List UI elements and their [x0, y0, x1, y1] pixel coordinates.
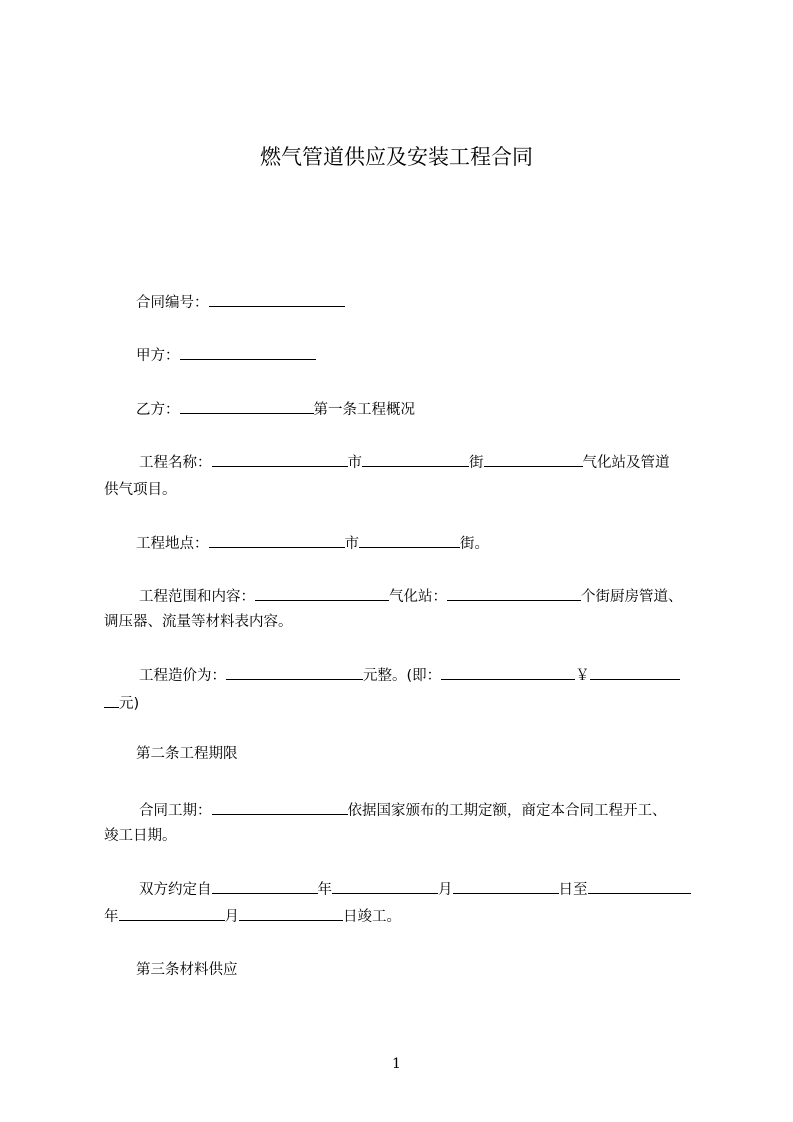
- contract-number-label: 合同编号：: [136, 295, 209, 311]
- cost-blank[interactable]: [226, 664, 363, 680]
- project-name-line2: 供气项目。: [104, 482, 177, 498]
- dates-line2: [104, 905, 704, 927]
- station-blank[interactable]: [447, 585, 581, 601]
- cost-amount-blank[interactable]: [590, 664, 680, 680]
- agreed-from: 双方约定自: [139, 882, 212, 898]
- cost-line2-text: 元): [119, 696, 140, 712]
- start-day-blank[interactable]: [453, 878, 559, 894]
- start-month-blank[interactable]: [332, 878, 438, 894]
- cost-label: 工程造价为：: [139, 668, 226, 684]
- project-name-tail: 气化站及管道: [582, 455, 670, 471]
- period-text: 依据国家颁布的工期定额，商定本合同工程开工、: [347, 803, 667, 819]
- article1-heading: 第一条工程概况: [313, 402, 415, 418]
- cost-yen: ￥: [575, 668, 590, 684]
- scope-label: 工程范围和内容：: [139, 589, 255, 605]
- period-label: 合同工期：: [139, 803, 212, 819]
- cost-line2: [104, 692, 704, 714]
- location-street-end: 街。: [460, 536, 489, 552]
- day-completion: 日竣工。: [343, 909, 401, 925]
- start-year-label: 年: [317, 882, 332, 898]
- project-name-line: [104, 451, 739, 473]
- scope-tail: 个街厨房管道、: [581, 589, 683, 605]
- party-b-label: 乙方：: [136, 402, 180, 418]
- contract-number-blank[interactable]: [209, 291, 345, 307]
- end-year-label: 年: [104, 909, 119, 925]
- party-b-blank[interactable]: [180, 398, 314, 414]
- party-b-line: [104, 398, 736, 420]
- project-name-label: 工程名称：: [139, 455, 212, 471]
- party-a-blank[interactable]: [180, 344, 316, 360]
- cost-line: [104, 664, 739, 686]
- dates-line: [104, 878, 739, 900]
- city-blank[interactable]: [362, 451, 469, 467]
- contract-number-line: [104, 291, 736, 313]
- article3-heading: 第三条材料供应: [136, 962, 238, 978]
- period-line2: 竣工日期。: [104, 828, 177, 844]
- day-to: 日至: [558, 882, 588, 898]
- scope-line: [104, 585, 739, 607]
- article2-heading: 第二条工程期限: [136, 746, 238, 762]
- party-a-line: [104, 344, 736, 366]
- start-year-blank[interactable]: [212, 878, 318, 894]
- end-day-blank[interactable]: [239, 905, 343, 921]
- cost-unit: 元整。(即：: [363, 668, 442, 684]
- location-city-blank[interactable]: [359, 532, 460, 548]
- cost-amount-blank-cont[interactable]: [104, 692, 119, 708]
- scope-blank[interactable]: [255, 585, 389, 601]
- end-month-label: 月: [224, 909, 239, 925]
- location-label: 工程地点：: [136, 536, 209, 552]
- cost-words-blank[interactable]: [441, 664, 575, 680]
- project-name-blank[interactable]: [212, 451, 348, 467]
- street-blank[interactable]: [484, 451, 583, 467]
- document-title: 燃气管道供应及安装工程合同: [260, 145, 533, 169]
- party-a-label: 甲方：: [136, 348, 180, 364]
- period-blank[interactable]: [212, 799, 348, 815]
- end-year-blank[interactable]: [588, 878, 691, 894]
- location-city: 市: [344, 536, 359, 552]
- start-month-label: 月: [438, 882, 453, 898]
- street-suffix: 街: [469, 455, 484, 471]
- end-month-blank[interactable]: [119, 905, 225, 921]
- scope-line2: 调压器、流量等材料表内容。: [104, 614, 293, 630]
- location-line: [104, 532, 736, 554]
- city-suffix: 市: [347, 455, 362, 471]
- page-number: 1: [392, 1056, 401, 1072]
- period-line: [104, 799, 739, 821]
- location-blank[interactable]: [209, 532, 345, 548]
- scope-station: 气化站：: [389, 589, 447, 605]
